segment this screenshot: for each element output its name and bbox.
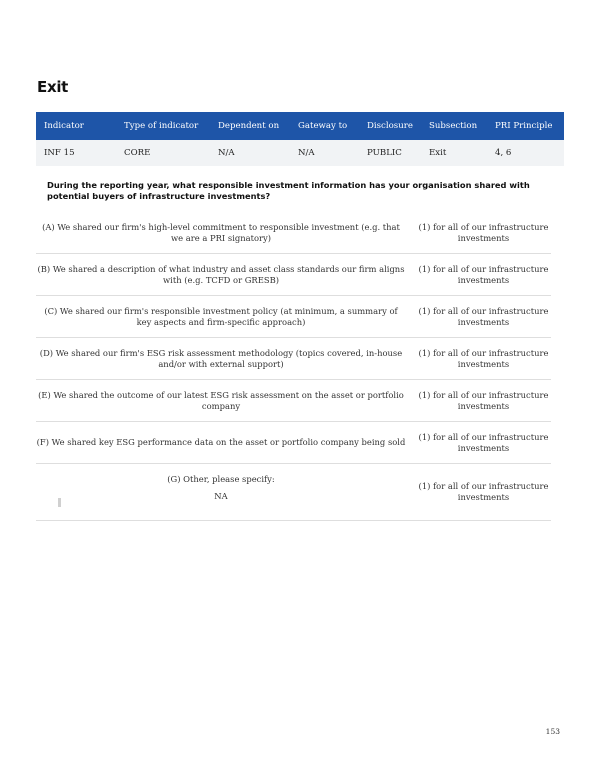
- answer-response: (1) for all of our infrastructure investments: [418, 481, 549, 502]
- answer-option: (D) We shared our firm's ESG risk assessment methodology (topics covered, in-house and/or with external support): [39, 347, 403, 369]
- answer-response: (1) for all of our infrastructure investments: [418, 263, 549, 285]
- header-indicator: Indicator: [36, 112, 116, 140]
- cell-dependent-on: N/A: [210, 140, 290, 166]
- text-field-marker: [58, 498, 61, 507]
- cell-pri-principle: 4, 6: [487, 140, 564, 166]
- indicator-table: [36, 112, 564, 166]
- answer-row-b: [36, 254, 551, 296]
- header-gateway-to: Gateway to: [290, 112, 359, 140]
- cell-subsection: Exit: [421, 140, 487, 166]
- answer-row-a: [36, 212, 551, 254]
- cell-gateway-to: N/A: [290, 140, 359, 166]
- header-subsection: Subsection: [421, 112, 487, 140]
- question-text: During the reporting year, what responsible investment information has your organisation shared with potential buyers of infrastructure investments?: [47, 180, 530, 201]
- answer-option: (E) We shared the outcome of our latest ESG risk assessment on the asset or portfolio company: [38, 389, 404, 411]
- answer-response: (1) for all of our infrastructure investments: [418, 305, 549, 327]
- header-disclosure: Disclosure: [359, 112, 421, 140]
- section-title: Exit: [37, 78, 69, 96]
- answer-row-f: [36, 422, 551, 464]
- cell-type-of-indicator: CORE: [116, 140, 210, 166]
- answer-response: (1) for all of our infrastructure investments: [418, 431, 549, 453]
- header-dependent-on: Dependent on: [210, 112, 290, 140]
- indicator-table-row: [36, 140, 564, 166]
- answer-row-e: [36, 380, 551, 422]
- header-pri-principle: PRI Principle: [487, 112, 564, 140]
- page-number: 153: [545, 727, 560, 736]
- answer-response: (1) for all of our infrastructure investments: [418, 389, 549, 411]
- answer-option: (F) We shared key ESG performance data on the asset or portfolio company being sold: [36, 437, 406, 447]
- header-type-of-indicator: Type of indicator: [116, 112, 210, 140]
- answer-row-d: [36, 338, 551, 380]
- answer-response: (1) for all of our infrastructure investments: [418, 347, 549, 369]
- answers-table: [36, 212, 551, 521]
- cell-indicator: INF 15: [36, 140, 116, 166]
- answer-row-g-other: [36, 464, 551, 521]
- answer-option: (B) We shared a description of what industry and asset class standards our firm aligns with (e.g. TCFD or GRESB): [37, 263, 405, 285]
- answer-response: (1) for all of our infrastructure investments: [418, 221, 549, 243]
- other-specify-value: NA: [214, 491, 228, 501]
- answer-option: (C) We shared our firm's responsible investment policy (at minimum, a summary of key aspects and firm-specific approach): [44, 305, 398, 327]
- other-cell: [36, 474, 406, 502]
- answer-row-c: [36, 296, 551, 338]
- indicator-table-header-row: [36, 112, 564, 140]
- answer-option: (A) We shared our firm's high-level commitment to responsible investment (e.g. that we are a PRI signatory): [42, 221, 400, 243]
- cell-disclosure: PUBLIC: [359, 140, 421, 166]
- other-option-label: (G) Other, please specify:: [167, 474, 275, 484]
